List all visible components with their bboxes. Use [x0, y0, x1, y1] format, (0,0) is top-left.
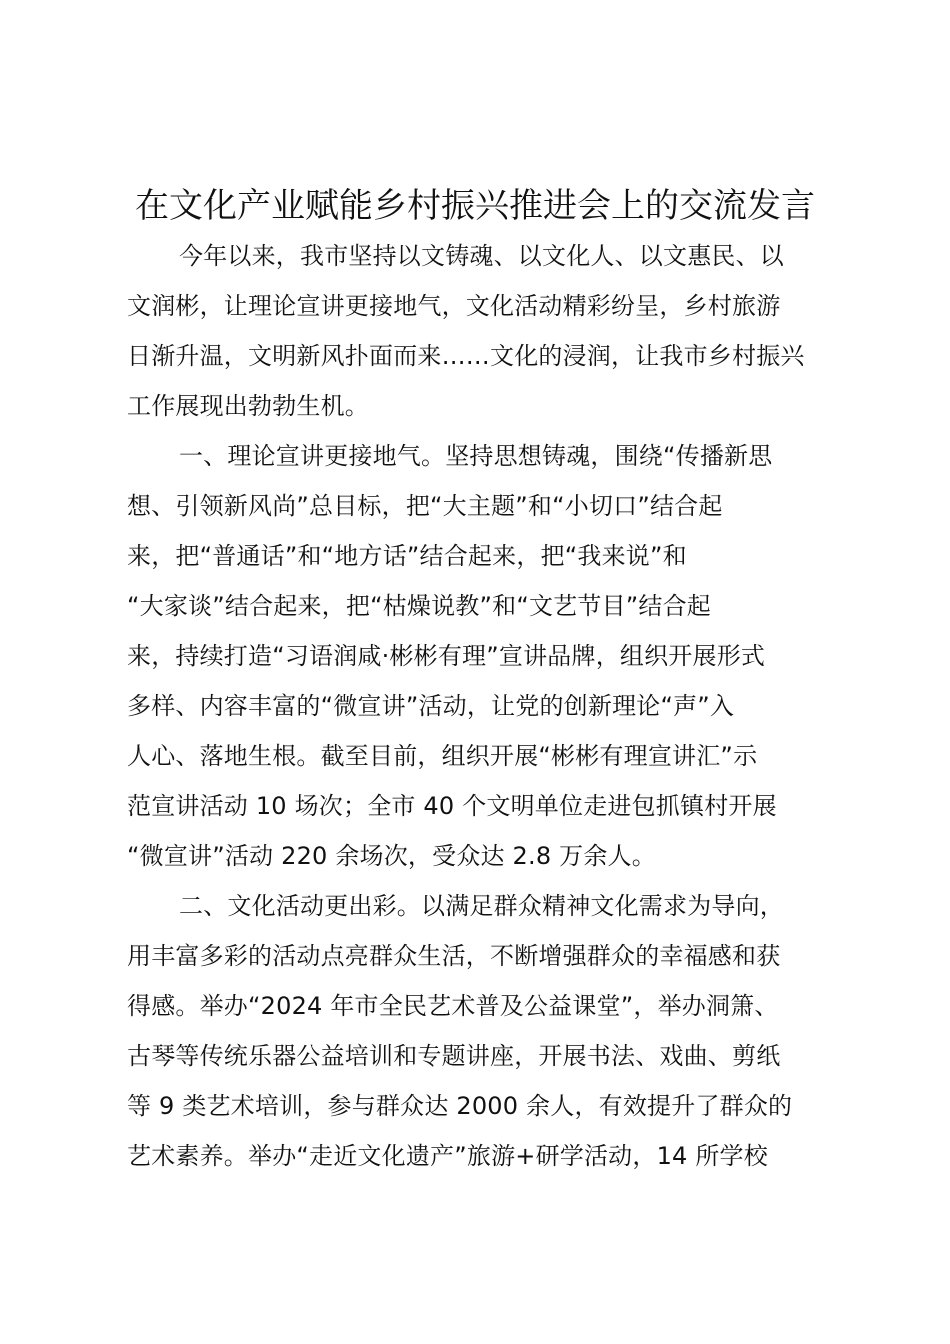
- text-line: 人心、落地生根。截至目前，组织开展“彬彬有理宣讲汇”示: [127, 742, 758, 770]
- document-title: 在文化产业赋能乡村振兴推进会上的交流发言: [135, 186, 815, 226]
- text-line: 范宣讲活动 10 场次；全市 40 个文明单位走进包抓镇村开展: [127, 792, 777, 820]
- text-line: 一、理论宣讲更接地气。坚持思想铸魂，围绕“传播新思: [179, 442, 773, 470]
- text-line: 日渐升温，文明新风扑面而来……文化的浸润，让我市乡村振兴: [127, 342, 805, 370]
- text-line: 来，把“普通话”和“地方话”结合起来，把“我来说”和: [127, 542, 687, 570]
- text-line: “大家谈”结合起来，把“枯燥说教”和“文艺节目”结合起: [127, 592, 711, 620]
- text-line: “微宣讲”活动 220 余场次，受众达 2.8 万余人。: [127, 842, 656, 870]
- text-line: 工作展现出勃勃生机。: [127, 392, 369, 420]
- text-line: 今年以来，我市坚持以文铸魂、以文化人、以文惠民、以: [179, 242, 784, 270]
- paragraph-section-two: [127, 881, 837, 1181]
- paragraph-section-one: [127, 431, 837, 881]
- text-line: 来，持续打造“习语润咸·彬彬有理”宣讲品牌，组织开展形式: [127, 642, 766, 670]
- document-body: [127, 231, 837, 1181]
- text-line: 等 9 类艺术培训，参与群众达 2000 余人，有效提升了群众的: [127, 1092, 793, 1120]
- text-line: 二、文化活动更出彩。以满足群众精神文化需求为导向，: [179, 892, 784, 920]
- text-line: 多样、内容丰富的“微宣讲”活动，让党的创新理论“声”入: [127, 692, 735, 720]
- text-line: 用丰富多彩的活动点亮群众生活，不断增强群众的幸福感和获: [127, 942, 781, 970]
- text-line: 古琴等传统乐器公益培训和专题讲座，开展书法、戏曲、剪纸: [127, 1042, 781, 1070]
- text-line: 想、引领新风尚”总目标，把“大主题”和“小切口”结合起: [127, 492, 723, 520]
- paragraph-intro: [127, 231, 837, 431]
- text-line: 得感。举办“2024 年市全民艺术普及公益课堂”，举办洞箫、: [127, 992, 779, 1020]
- text-line: 艺术素养。举办“走近文化遗产”旅游+研学活动，14 所学校: [127, 1142, 768, 1170]
- text-line: 文润彬，让理论宣讲更接地气，文化活动精彩纷呈，乡村旅游: [127, 292, 781, 320]
